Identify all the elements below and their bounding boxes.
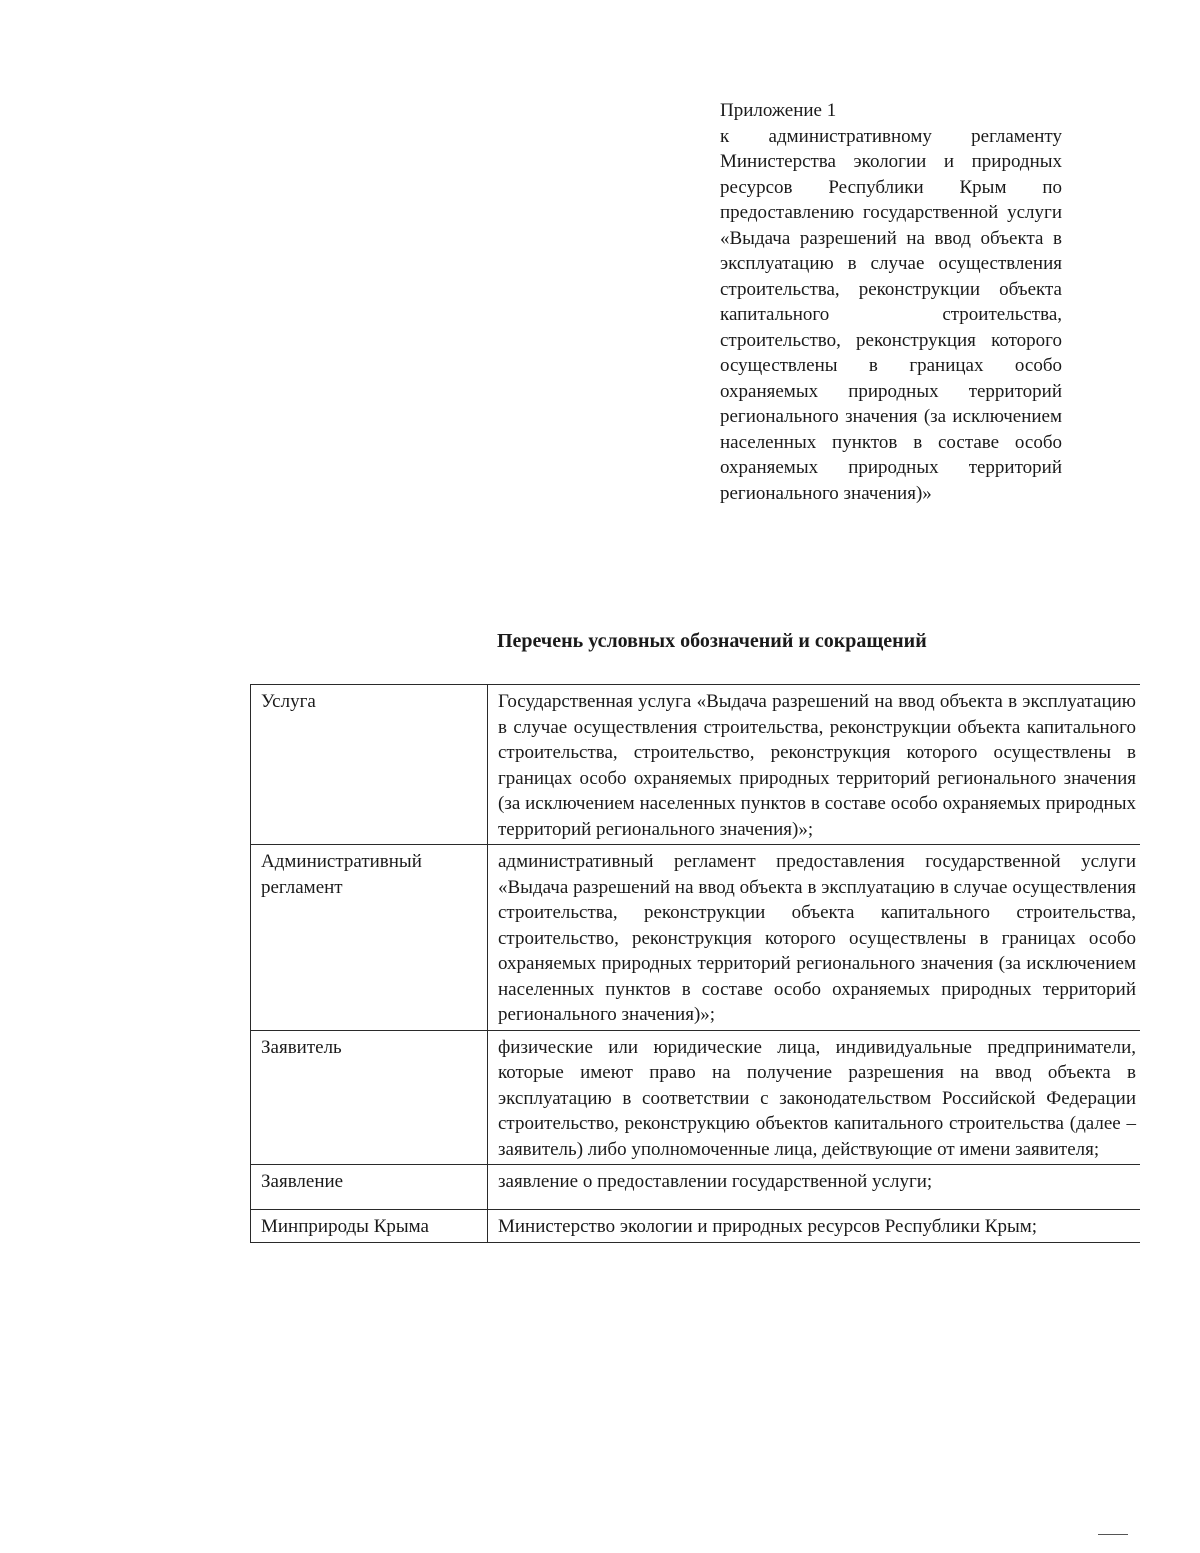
term-cell: Заявление bbox=[251, 1165, 488, 1210]
abbreviations-table bbox=[250, 684, 1140, 1243]
table-row bbox=[251, 1030, 1141, 1165]
table-row bbox=[251, 1165, 1141, 1210]
term-cell: Административный регламент bbox=[251, 845, 488, 1031]
definition-cell: административный регламент предоставления государственной услуги «Выдача разрешений на ввод объекта в эксплуатацию в случае осуществления строительства, реконструкции объекта капитального строительства, строительство, реконструкция которого осуществлены в границах особо охраняемых природных территорий регионального значения (за исключением населенных пунктов в составе особо охраняемых природных территорий регионального значения)»; bbox=[488, 845, 1141, 1031]
definition-cell: Государственная услуга «Выдача разрешений на ввод объекта в эксплуатацию в случае осуществления строительства, реконструкции объекта капитального строительства, строительство, реконструкция которого осуществлены в границах особо охраняемых природных территорий регионального значения (за исключением населенных пунктов в составе особо охраняемых природных территорий регионального значения)»; bbox=[488, 685, 1141, 845]
table-row bbox=[251, 685, 1141, 845]
term-cell: Заявитель bbox=[251, 1030, 488, 1165]
term-cell: Минприроды Крыма bbox=[251, 1210, 488, 1243]
table-row bbox=[251, 1210, 1141, 1243]
appendix-label: Приложение 1 bbox=[720, 100, 837, 121]
definition-cell: заявление о предоставлении государственной услуги; bbox=[488, 1165, 1141, 1210]
document-title: Перечень условных обозначений и сокращений bbox=[497, 630, 927, 652]
table-row bbox=[251, 845, 1141, 1031]
appendix-body: к административному регламенту Министерства экологии и природных ресурсов Республики Крым по предоставлению государственной услуги «Выдача разрешений на ввод объекта в эксплуатацию в случае осуществления строительства, реконструкции объекта капитального строительства, строительство, реконструкция которого осуществлены в границах особо охраняемых природных территорий регионального значения (за исключением населенных пунктов в составе особо охраняемых природных территорий регионального значения)» bbox=[720, 125, 1062, 504]
definition-cell: физические или юридические лица, индивидуальные предприниматели, которые имеют право на получение разрешения на ввод объекта в эксплуатацию в соответствии с законодательством Российской Федерации строительство, реконструкцию объектов капитального строительства (далее – заявитель) либо уполномоченные лица, действующие от имени заявителя; bbox=[488, 1030, 1141, 1165]
scan-mark bbox=[1098, 1534, 1128, 1535]
appendix-header bbox=[720, 98, 1062, 506]
term-cell: Услуга bbox=[251, 685, 488, 845]
definition-cell: Министерство экологии и природных ресурсов Республики Крым; bbox=[488, 1210, 1141, 1243]
